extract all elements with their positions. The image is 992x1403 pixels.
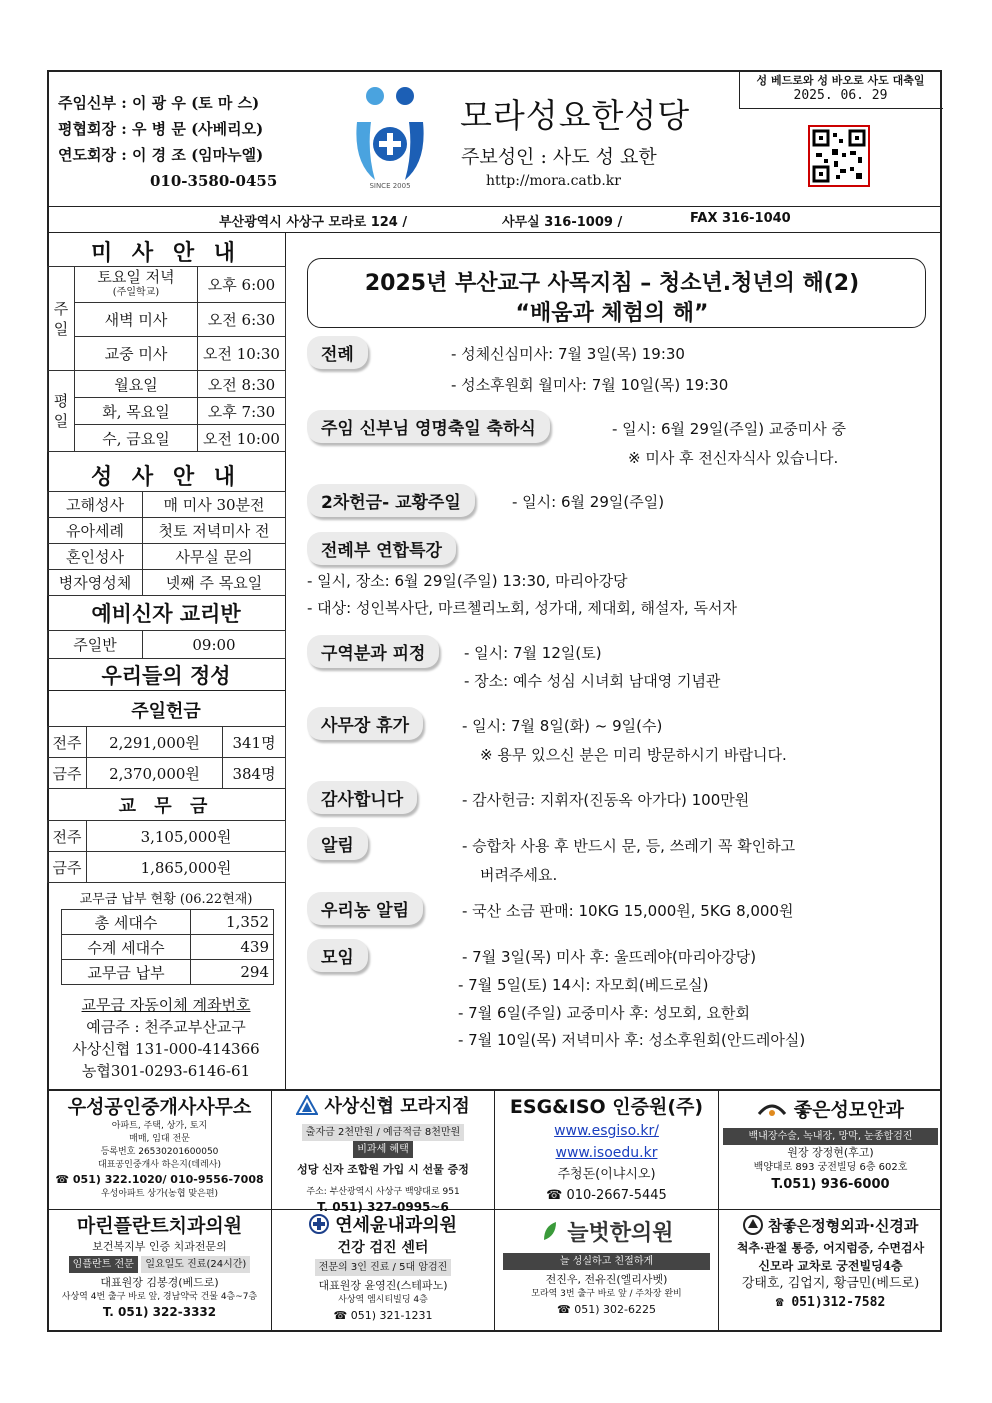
sacrament-name: 혼인성사 (48, 544, 143, 570)
church-url: http://mora.catb.kr (486, 173, 621, 189)
ad-line: 강태호, 김업지, 황금민(베드로) (741, 1276, 920, 1291)
sacrament-title: 성 사 안 내 (91, 464, 241, 490)
ad-title: 연세윤내과의원 (274, 1213, 492, 1239)
ad-phone: ☎ 051)312-7582 (775, 1295, 886, 1310)
section-line: - 대상: 성인복사단, 마르첼리노회, 성가대, 제대회, 해설자, 독서자 (307, 599, 737, 617)
ad-line: 백양대로 893 궁전빌딩 6층 602호 (753, 1162, 908, 1173)
ad-line: 건강 검진 센터 (337, 1240, 429, 1256)
section-line: - 감사헌금: 지휘자(진동옥 아가다) 100만원 (462, 791, 750, 809)
account-title: 교무금 자동이체 계좌번호 (81, 996, 251, 1014)
ad-phone: T. 051) 327-0995~6 (317, 1200, 449, 1214)
offering-label: 금주 (48, 758, 87, 789)
sunday-label: 주일 (48, 267, 75, 371)
church-phone: 010-3580-0455 (150, 172, 278, 190)
section-title-collection: 2차헌금- 교황주일 (307, 484, 475, 517)
mass-table (47, 266, 286, 452)
status-value: 1,352 (191, 910, 274, 935)
ad-title: 늘벗한의원 (497, 1213, 716, 1253)
divider (47, 206, 942, 207)
offering-count: 384명 (223, 758, 286, 789)
catechumen-label: 주일반 (48, 631, 143, 659)
ad-badge: 백내장수술, 녹내장, 망막, 눈종합검진 (723, 1128, 938, 1145)
section-title-farm: 우리농 알림 (307, 892, 423, 925)
section-line: - 성체신심미사: 7월 3일(목) 19:30 (451, 345, 685, 363)
official-role: 주임신부 (58, 94, 116, 112)
sacrament-name: 병자영성체 (48, 570, 143, 596)
section-line: 버려주세요. (480, 866, 558, 884)
section-line: - 일시, 장소: 6월 29일(주일) 13:30, 마리아강당 (307, 572, 628, 590)
section-line: - 성소후원회 월미사: 7월 10일(목) 19:30 (451, 376, 729, 394)
section-line: - 승합차 사용 후 반드시 문, 등, 쓰레기 꼭 확인하고 (462, 837, 796, 855)
sacrament-value: 매 미사 30분전 (143, 492, 286, 518)
church-name: 모라성요한성당 (460, 96, 691, 135)
ad-credit-union[interactable] (274, 1094, 492, 1215)
feast-title: 성 베드로와 성 바오로 사도 대축일 (756, 74, 925, 87)
dues-amount: 1,865,000원 (87, 852, 286, 883)
sacrament-value: 첫토 저녁미사 전 (143, 518, 286, 544)
section-line: - 7월 3일(목) 미사 후: 울뜨레야(마리아강당) (462, 948, 757, 966)
bulletin-date: 2025. 06. 29 (793, 88, 888, 103)
ad-title: 우성공인중개사사무소 (67, 1096, 252, 1118)
official-name: 우 병 문 (사베리오) (131, 120, 264, 138)
status-value: 294 (191, 960, 274, 985)
ad-badge: 임플란트 전문 (69, 1256, 138, 1273)
ad-phone: T. 051) 322-3332 (102, 1305, 217, 1319)
ad-title: ESG&ISO 인증원(주) (509, 1096, 704, 1118)
sunday-offering-title: 주일헌금 (131, 701, 201, 722)
qr-code[interactable] (808, 125, 870, 187)
ad-phone: ☎ 051) 322.1020/ 010-9556-7008 (55, 1173, 264, 1186)
ad-line: 척추·관절 통증, 어지럼증, 수면검사 (736, 1241, 925, 1255)
ad-line: 보건복지부 인증 치과전문의 (92, 1240, 227, 1253)
ad-link[interactable]: www.isoedu.kr (555, 1145, 658, 1161)
mass-name: 화, 목요일 (75, 398, 198, 425)
mass-name: 수, 금요일 (75, 425, 198, 452)
ad-phone: ☎ 010-2667-5445 (546, 1188, 667, 1203)
ad-link[interactable]: www.esgiso.kr/ (554, 1123, 659, 1139)
sacrament-value: 사무실 문의 (143, 544, 286, 570)
officials: 주임신부 : 이 광 우 (토 마 스) 평협회장 : 우 병 문 (사베리오) 연도회장 : 이 경 조 (임마누엘) 010-3580-0455 (58, 90, 277, 194)
status-label: 교무금 납부 (62, 960, 191, 985)
account-holder: 예금주 : 천주교부산교구 (86, 1018, 246, 1036)
mass-time: 오전 10:00 (198, 425, 286, 452)
section-title-liturgy: 전례 (307, 336, 368, 369)
divider (47, 232, 942, 233)
official-role: 연도회장 (58, 146, 116, 164)
account-number: 농협301-0293-6146-61 (81, 1062, 251, 1080)
fax-number: FAX 316-1040 (690, 211, 791, 226)
account-number: 사상신협 131-000-414366 (72, 1040, 260, 1058)
dues-label: 전주 (48, 821, 87, 852)
section-line: - 일시: 7월 8일(화) ~ 9일(수) (462, 717, 663, 735)
ad-line: 원장 장정현(후고) (787, 1146, 874, 1159)
mass-title: 미 사 안 내 (91, 240, 241, 266)
official-role: 평협회장 (58, 120, 116, 138)
section-line: ※ 미사 후 전신자식사 있습니다. (628, 449, 839, 467)
divider (494, 1089, 495, 1332)
ad-badge: 늘 성실하고 친절하게 (503, 1253, 710, 1270)
ad-line: 성당 신자 조합원 가입 시 선물 증정 (297, 1163, 469, 1176)
sacrament-name: 유아세례 (48, 518, 143, 544)
office-phone: 사무실 316-1009 / (502, 215, 623, 230)
section-line: - 일시: 7월 12일(토) (464, 644, 602, 662)
ad-realestate[interactable] (50, 1094, 269, 1202)
church-address: 부산광역시 사상구 모라로 124 / (219, 215, 408, 230)
credit-union-logo-icon (296, 1095, 318, 1115)
dues-label: 금주 (48, 852, 87, 883)
account-info (48, 994, 284, 1082)
ad-phone: ☎ 051) 321-1231 (333, 1309, 433, 1322)
offering-title: 우리들의 정성 (101, 663, 231, 688)
section-title-feast: 주임 신부님 영명축일 축하식 (307, 410, 550, 443)
ad-orthopedics[interactable] (721, 1213, 940, 1313)
ad-internal-medicine[interactable] (274, 1213, 492, 1323)
mass-name: 새벽 미사 (75, 303, 198, 337)
offering-amount: 2,291,000원 (87, 727, 223, 758)
section-title-retreat: 구역분과 피정 (307, 635, 439, 668)
divider (271, 1089, 272, 1332)
ad-line: 전진우, 전유진(엘리사벳) (545, 1273, 668, 1286)
sacrament-value: 넷째 주 목요일 (143, 570, 286, 596)
mass-name: 월요일 (75, 371, 198, 398)
mass-name: 토요일 저녁 (주일학교) (75, 267, 198, 303)
weekday-label: 평일 (48, 371, 75, 452)
mass-name: 교중 미사 (75, 337, 198, 371)
ad-line: 대표원장 윤영진(스테파노) (318, 1279, 448, 1292)
leaf-logo-icon (540, 1220, 560, 1242)
hospital-logo-icon (309, 1214, 329, 1234)
mass-time: 오후 7:30 (198, 398, 286, 425)
sunday-offering-table (47, 726, 286, 789)
catechumen-time: 09:00 (143, 631, 286, 659)
ad-line: 사상역 4번 출구 바로 앞, 경남약국 건물 4층~7층 (61, 1292, 258, 1302)
offering-label: 전주 (48, 727, 87, 758)
dues-table (47, 820, 286, 883)
ad-phone: ☎ 051) 302-6225 (557, 1303, 656, 1316)
section-title-notice: 알림 (307, 827, 368, 860)
offering-amount: 2,370,000원 (87, 758, 223, 789)
dues-status-title: 교무금 납부 현황 (06.22현재) (79, 892, 253, 907)
ad-line: 우성아파트 상가(농협 맞은편) (100, 1189, 219, 1199)
ad-line: 신모라 교차로 궁전빌딩4층 (758, 1259, 903, 1273)
catechumen-title: 예비신자 교리반 (91, 601, 241, 626)
eye-clinic-logo-icon (757, 1100, 787, 1118)
ad-line: 모라역 3번 출구 바로 앞 / 주차장 완비 (531, 1289, 682, 1299)
section-title-meeting: 모임 (307, 939, 368, 972)
ad-dental[interactable] (50, 1213, 269, 1320)
status-label: 총 세대수 (62, 910, 191, 935)
sacrament-name: 고해성사 (48, 492, 143, 518)
subheadline: “배움과 체험의 해” (515, 301, 709, 326)
section-line: - 일시: 6월 29일(주일) 교중미사 중 (612, 420, 847, 438)
ad-line: 아파트, 주택, 상가, 토지 (111, 1121, 208, 1131)
ad-esg-iso[interactable] (497, 1094, 716, 1206)
section-line: - 일시: 6월 29일(주일) (512, 493, 665, 511)
ad-line: 대표공인중개사 하은지(데레사) (98, 1160, 221, 1170)
mass-time: 오후 6:00 (198, 267, 286, 303)
ad-line: 대표원장 김봉경(베드로) (100, 1276, 219, 1289)
ad-title: 좋은성모안과 (721, 1094, 940, 1126)
offering-count: 341명 (223, 727, 286, 758)
ad-eye-clinic[interactable] (721, 1094, 940, 1195)
section-line: - 7월 5일(토) 14시: 자모회(베드로실) (458, 976, 709, 994)
ad-badge: 전문의 3인 진료 / 5대 암검진 (315, 1259, 452, 1276)
qr-code-icon (810, 127, 868, 185)
dues-title: 교 무 금 (118, 796, 214, 817)
church-logo-icon (345, 82, 435, 192)
dues-amount: 3,105,000원 (87, 821, 286, 852)
ad-line: 주소: 부산광역시 사상구 백양대로 951 (306, 1187, 460, 1197)
sacrament-table (47, 491, 286, 596)
ad-badge: 일요일도 진료(24시간) (141, 1256, 250, 1273)
ad-oriental-clinic[interactable] (497, 1213, 716, 1317)
dues-status-table (61, 909, 274, 985)
orthopedics-logo-icon (743, 1215, 763, 1235)
section-line: - 7월 10일(목) 저녁미사 후: 성소후원회(안드레아실) (458, 1031, 806, 1049)
status-label: 수계 세대수 (62, 935, 191, 960)
mass-time: 오전 10:30 (198, 337, 286, 371)
ad-line: 출자금 2천만원 / 예금적금 8천만원 (302, 1124, 464, 1141)
section-line: ※ 용무 있으신 분은 미리 방문하시기 바랍니다. (480, 746, 787, 764)
ad-line: 주청돈(이냐시오) (557, 1167, 656, 1182)
ad-phone: T.051) 936-6000 (771, 1177, 890, 1192)
section-title-vacation: 사무장 휴가 (307, 707, 423, 740)
ad-title: 마린플란트치과의원 (76, 1215, 243, 1237)
status-value: 439 (191, 935, 274, 960)
patron-saint: 주보성인 : 사도 성 요한 (461, 146, 657, 168)
section-line: - 국산 소금 판매: 10KG 15,000원, 5KG 8,000원 (462, 902, 794, 920)
headline: 2025년 부산교구 사목지침 – 청소년.청년의 해(2) (364, 271, 860, 296)
divider (47, 690, 285, 691)
mass-time: 오전 8:30 (198, 371, 286, 398)
section-title-thanks: 감사합니다 (307, 781, 417, 814)
ad-line: 매매, 임대 전문 (129, 1134, 190, 1144)
divider (718, 1089, 719, 1332)
section-line: - 7월 6일(주일) 교중미사 후: 성모회, 요한회 (458, 1004, 750, 1022)
section-line: - 장소: 예수 성심 시녀회 남대영 기념관 (464, 672, 721, 690)
section-title-lecture: 전례부 연합특강 (307, 532, 456, 565)
catechumen-table (47, 630, 286, 659)
ad-line: 사상역 엠시티빌딩 4층 (338, 1295, 428, 1305)
logo-since: SINCE 2005 (369, 182, 411, 190)
official-name: 이 경 조 (임마누엘) (131, 146, 264, 164)
ad-line: 등록번호 26530201600050 (100, 1147, 219, 1157)
mass-time: 오전 6:30 (198, 303, 286, 337)
ad-title: 사상신협 모라지점 (274, 1094, 492, 1120)
ad-title: 참좋은정형외과·신경과 (721, 1213, 940, 1239)
ad-badge: 비과세 혜택 (353, 1141, 412, 1158)
official-name: 이 광 우 (토 마 스) (131, 94, 260, 112)
